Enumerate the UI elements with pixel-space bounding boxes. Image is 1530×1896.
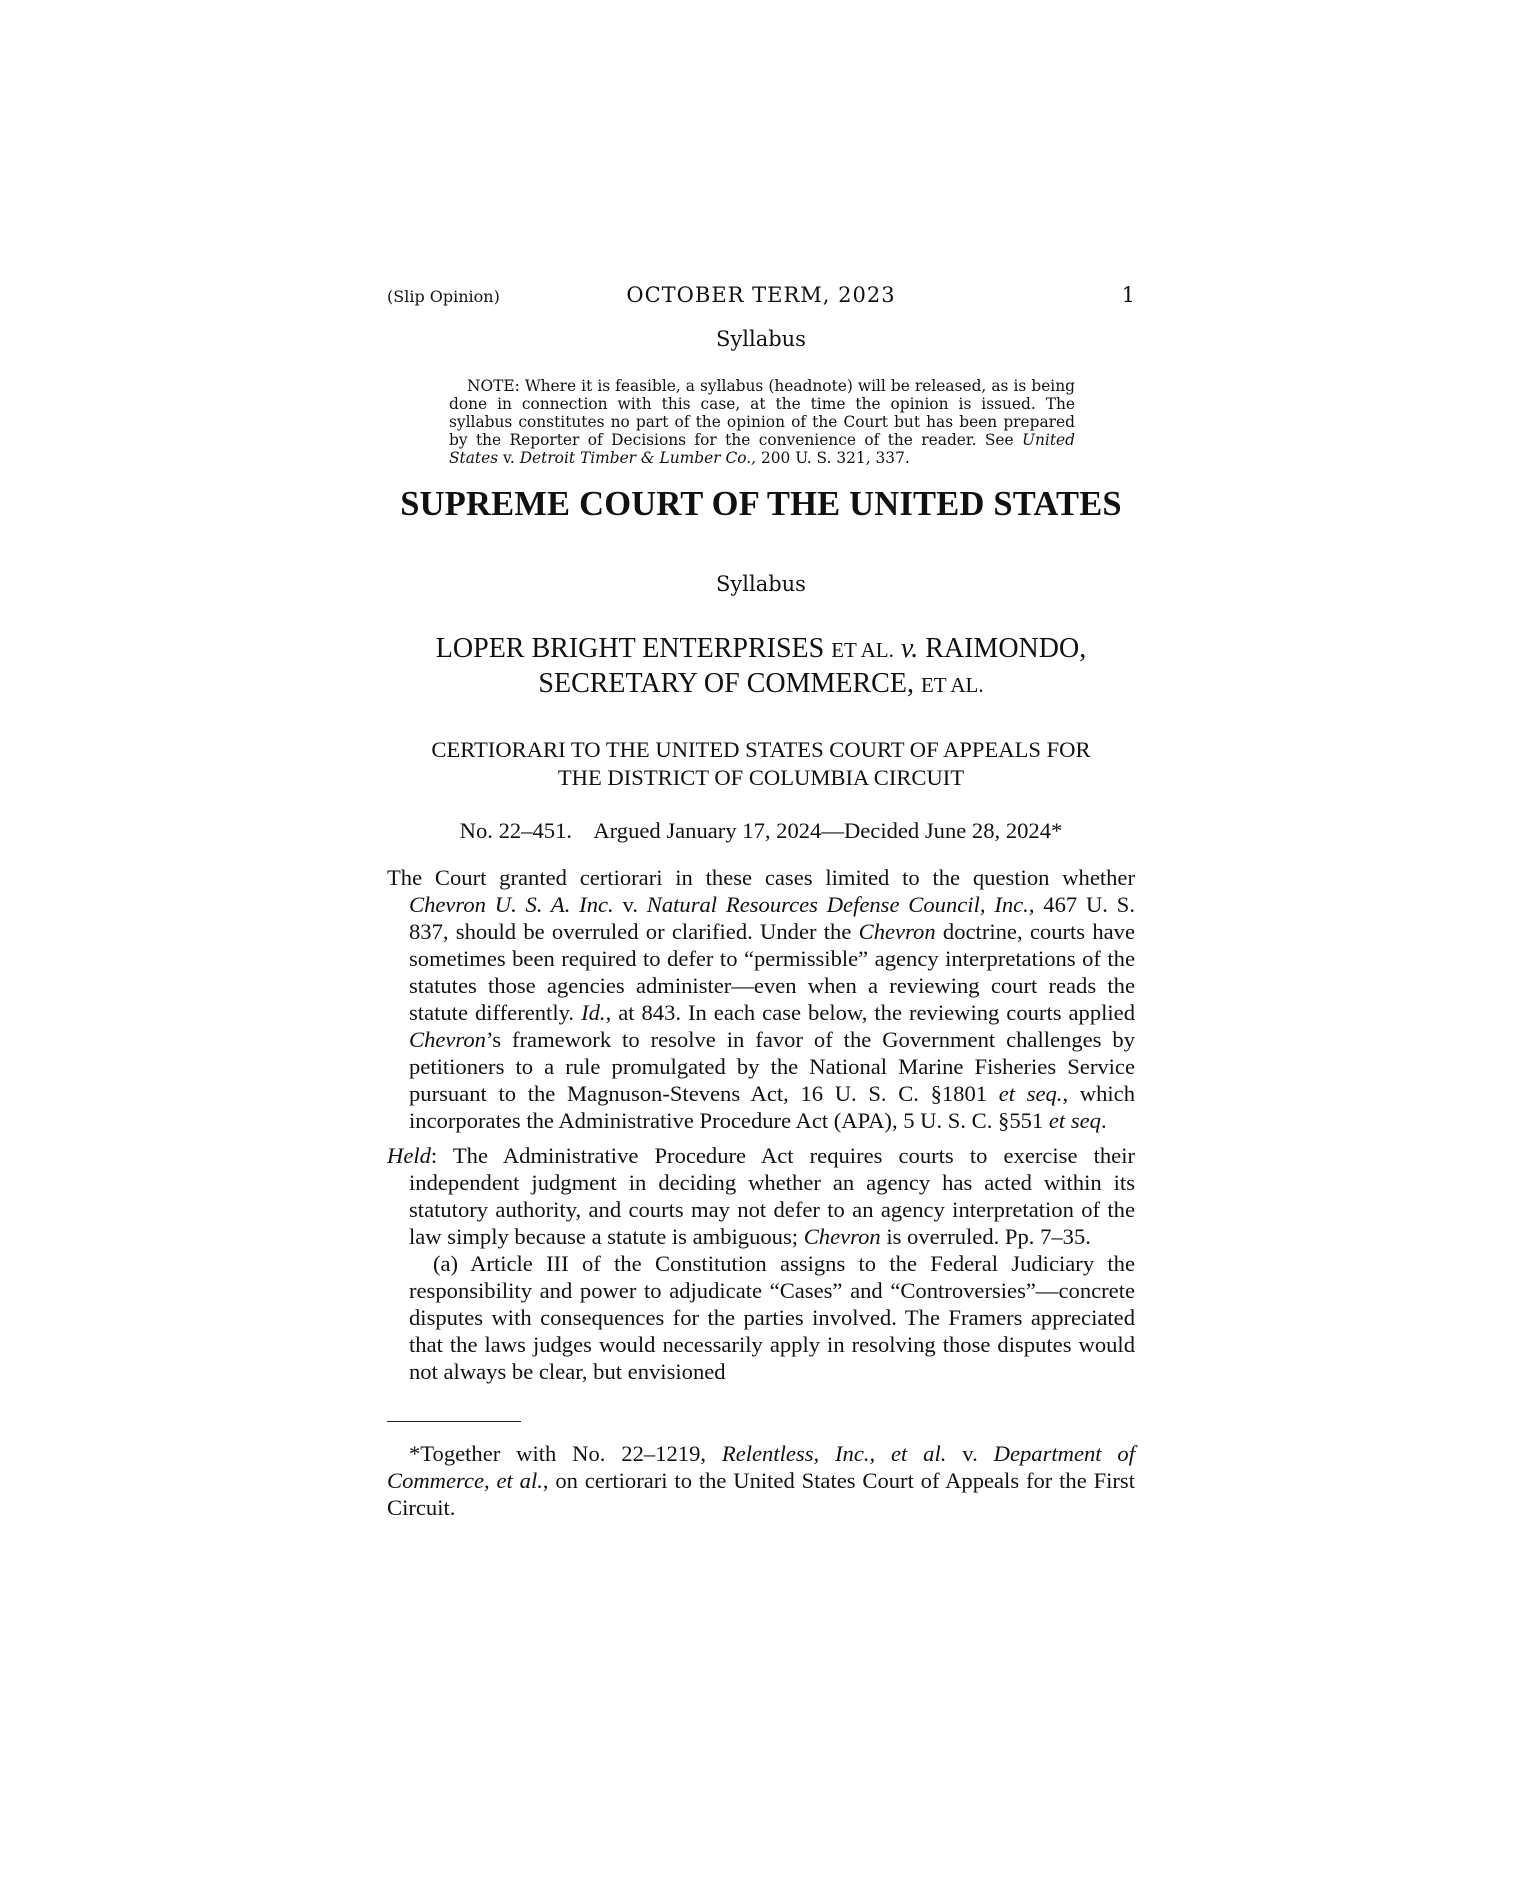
docket-line: No. 22–451. Argued January 17, 2024—Decided June 28, 2024* (459, 818, 1063, 843)
case-caption-line-2: SECRETARY OF COMMERCE, ET AL. (538, 668, 984, 699)
syllabus-paragraph-1: The Court granted certiorari in these cases limited to the question whether Chevron U. S. A. Inc. v. Natural Resources Defense Council, Inc., 467 U. S. 837, should be overruled or clarified. Under the Chevron doctrine, courts have sometimes been required to defer to “permissible” agency interpretations of the statutes those agencies administer—even when a reviewing court reads the statute differently. Id., at 843. In each case below, the reviewing courts applied Chevron’s framework to resolve in favor of the Government challenges by petitioners to a rule promulgated by the National Marine Fisheries Service pursuant to the Magnuson-Stevens Act, 16 U. S. C. §1801 et seq., which incorporates the Administrative Procedure Act (APA), 5 U. S. C. §551 et seq. (387, 865, 1135, 1133)
slip-opinion-label: (Slip Opinion) (387, 287, 500, 306)
syllabus-paragraph-a: (a) Article III of the Constitution assigns to the Federal Judiciary the responsibility and power to adjudicate “Cases” and “Controversies”—concrete disputes with consequences for the parties involved. The Framers appreciated that the laws judges would necessarily apply in resolving those disputes would not always be clear, but envisioned (409, 1251, 1135, 1384)
certiorari-heading: CERTIORARI TO THE UNITED STATES COURT OF APPEALS FOR THE DISTRICT OF COLUMBIA CIRCUIT (431, 737, 1091, 790)
case-caption (387, 632, 1135, 702)
footnote: *Together with No. 22–1219, Relentless, Inc., et al. v. Department of Commerce, et al., on certiorari to the United States Court of Appeals for the First Circuit. (387, 1441, 1136, 1520)
headnote-notice: NOTE: Where it is feasible, a syllabus (headnote) will be released, as is being done in connection with this case, at the time the opinion is issued. The syllabus constitutes no part of the opinion of the Court but has been prepared by the Reporter of Decisions for the convenience of the reader. See United States v. Detroit Timber & Lumber Co., 200 U. S. 321, 337. (449, 377, 1075, 467)
page-number: 1 (1121, 283, 1135, 307)
syllabus-heading-top: Syllabus (716, 327, 806, 351)
slip-opinion-page (387, 275, 1135, 1521)
running-header (387, 275, 1135, 319)
held-paragraph: Held: The Administrative Procedure Act requires courts to exercise their independent judgment in deciding whether an agency has acted within its statutory authority, and courts may not defer to an agency interpretation of the law simply because a statute is ambiguous; Chevron is overruled. Pp. 7–35. (387, 1143, 1135, 1249)
term-label: OCTOBER TERM, 2023 (626, 283, 896, 307)
case-caption-line-1: LOPER BRIGHT ENTERPRISES ET AL. v. RAIMONDO, (435, 633, 1087, 664)
syllabus-heading: Syllabus (716, 572, 806, 596)
footnote-divider (387, 1421, 521, 1422)
court-title: SUPREME COURT OF THE UNITED STATES (400, 485, 1122, 523)
